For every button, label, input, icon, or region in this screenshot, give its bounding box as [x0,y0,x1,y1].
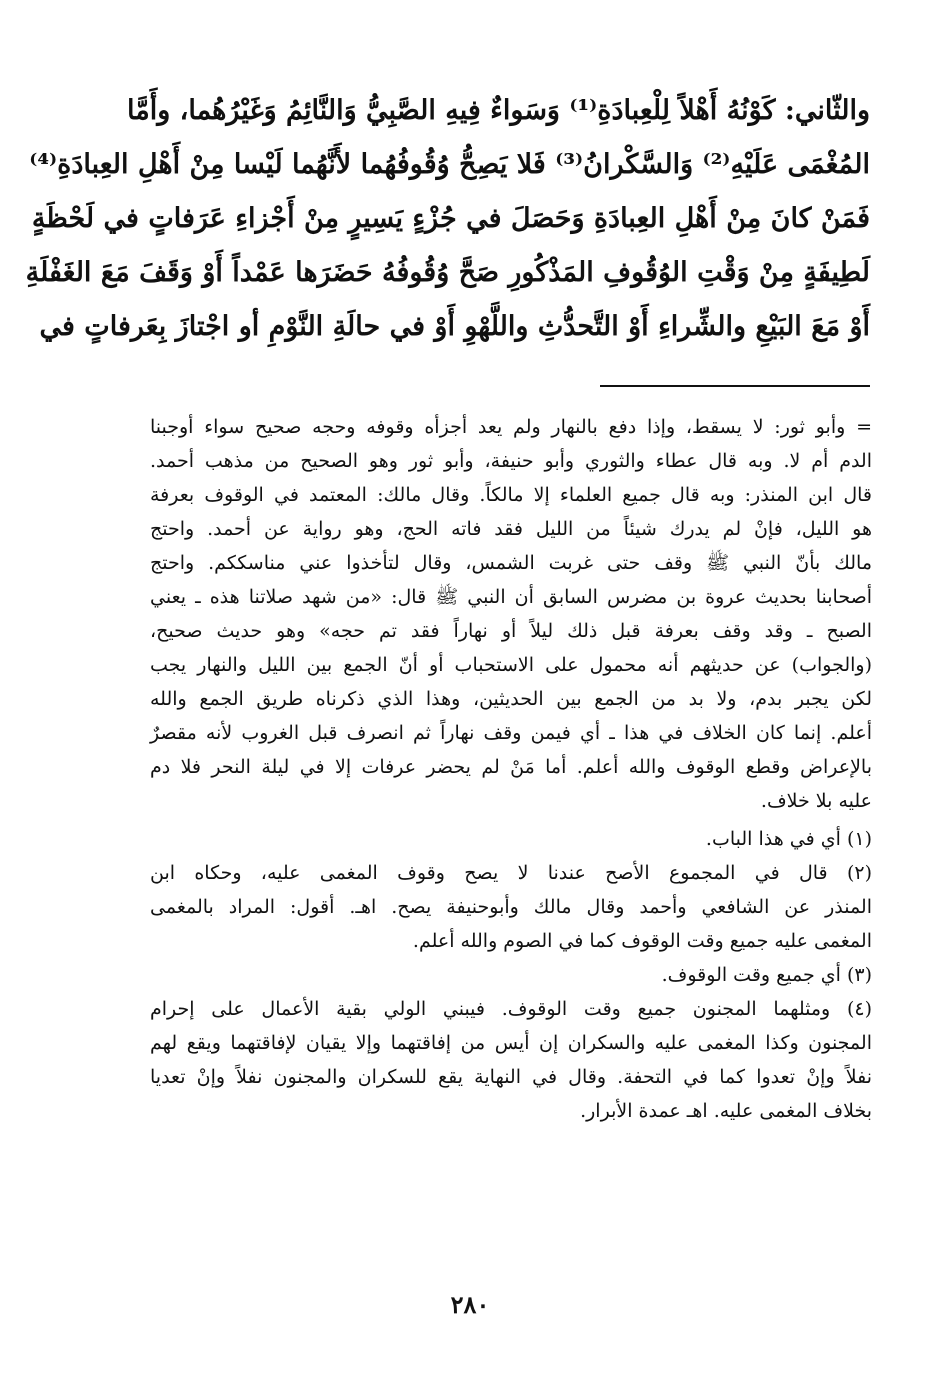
main-line: والثّاني: كَوْنُهُ أَهْلاً لِلْعِبادَةِ⁽¹⁾ وَسَواءٌ فِيهِ الصَّبِيُّ وَالنَّائِمُ وَغَيْرُهُما، وأَمَّا [127,95,870,126]
footnote-4 [150,992,872,1128]
commentary-continuation [150,410,872,818]
commentary-line: الدم أم لا. وبه قال عطاء والثوري وأبو حنيفة، وأبو ثور وهو الصحيح من مذهب أحمد. [150,450,873,472]
page-number: ٢٨٠ [450,1290,490,1319]
main-line: المُغْمَى عَلَيْهِ⁽²⁾ وَالسَّكْرانُ⁽³⁾ فَلا يَصِحُّ وُقُوفُهُما لأَنَّهُما لَيْسا مِنْ أَهْلِ العِبادَةِ⁽⁴⁾ [29,149,870,180]
commentary-line: هو الليل، فإنْ لم يدرك شيئاً من الليل فقد فاته الحج، وهو رواية عن أحمد. واحتج [150,518,872,540]
footnote-line: (٢) قال في المجموع الأصح عندنا لا يصح وقوف المغمى عليه، وحكاه ابن [150,862,872,884]
main-text [25,84,870,354]
footnotes-area [150,410,872,1128]
commentary-line: أعلم. إنما كان الخلاف في هذا ـ أي فيمن وقف نهاراً ثم انصرف قبل الغروب لأنه مقصرٌ [150,722,872,744]
commentary-line: عليه بلا خلاف. [760,790,872,812]
main-line: أَوْ مَعَ البَيْعِ والشِّراءِ أَوْ التَّحدُّثِ واللَّهْوِ أَوْ في حالَةِ النَّوْمِ أو اجْتازَ بِعَرفاتٍ في [39,311,870,342]
footnote-line: المنذر عن الشافعي وأحمد وقال مالك وأبوحنيفة يصح. اهـ. أقول: المراد بالمغمى [150,896,872,918]
footnote-line: (١) أي في هذا الباب. [705,828,872,850]
commentary-line: لكن يجبر بدم، ولا بد من الجمع بين الحديثين، وهذا الذي ذكرناه طريق الجمع والله [150,688,872,710]
footnote-line: (٣) أي جميع وقت الوقوف. [661,964,872,986]
commentary-line: الصبح ـ وقد وقف بعرفة قبل ذلك ليلاً أو نهاراً فقد تم حجه» وهو حديث صحيح، [150,620,872,642]
footnote-line: نفلاً وإنْ تعدوا كما في التحفة. وقال في النهاية يقع للسكران والمجنون نفلاً وإنْ تعديا [150,1066,872,1088]
footnote-2 [150,856,872,958]
commentary-line: قال ابن المنذر: وبه قال جميع العلماء إلا مالكاً. وقال مالك: المعتمد في الوقوف بعرفة [150,484,872,506]
footnote-3 [150,958,872,992]
commentary-line: (والجواب) عن حديثهم أنه محمول على الاستحباب أو أنّ الجمع بين الليل والنهار يجب [150,654,872,676]
commentary-line: = وأبو ثور: لا يسقط، وإذا دفع بالنهار ولم يعد أجزأه وقوفه وحجه صحيح سواء أوجبنا [150,416,872,438]
main-line: فَمَنْ كانَ مِنْ أَهْلِ العِبادَةِ وَحَصَلَ في جُزْءٍ يَسِيرٍ مِنْ أَجْزاءِ عَرَفاتٍ في لَحْظَةٍ [31,203,870,234]
footnote-line: المجنون وكذا المغمى عليه والسكران إن أيس من إفاقتهما وإلا يقيان لإفاقتهما ويقع لهم [150,1032,872,1054]
main-line: لَطِيفَةٍ مِنْ وَقْتِ الوُقُوفِ المَذْكُورِ صَحَّ وُقُوفُهُ حَضَرَها عَمْداً أَوْ وَقَفَ مَعَ الغَفْلَةِ [25,257,870,288]
commentary-line: أصحابنا بحديث عروة بن مضرس السابق أن النبي ﷺ قال: «من شهد صلاتنا هذه ـ يعني [150,586,872,608]
footnote-line: المغمى عليه جميع وقت الوقوف كما في الصوم والله أعلم. [412,930,872,952]
footnote-separator [600,385,870,387]
footnote-line: (٤) ومثلهما المجنون جميع وقت الوقوف. فيبني الولي بقية الأعمال على إحرام [150,998,872,1020]
commentary-line: مالك بأنّ النبي ﷺ وقف حتى غربت الشمس، وقال لتأخذوا عني مناسككم. واحتج [150,552,872,574]
commentary-line: بالإعراض وقطع الوقوف والله أعلم. أما مَنْ لم يحضر عرفات إلا في ليلة النحر فلا دم [150,756,872,778]
footnote-line: بخلاف المغمى عليه. اهـ عمدة الأبرار. [580,1100,872,1122]
footnote-1 [150,822,872,856]
